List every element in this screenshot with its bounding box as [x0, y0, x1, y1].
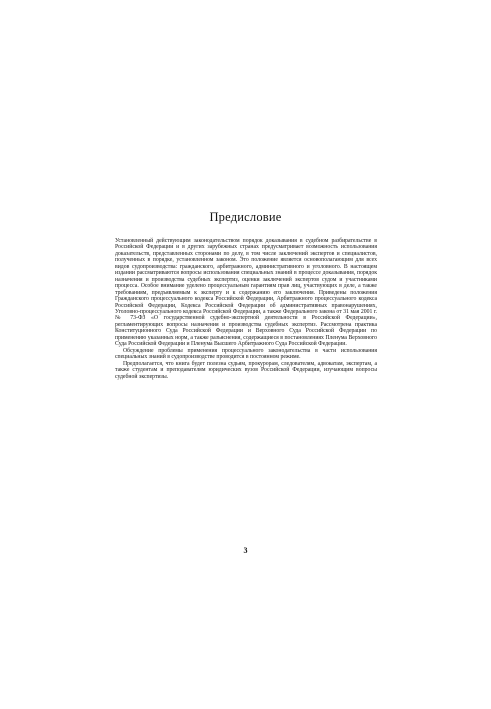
body-text: [115, 238, 377, 380]
paragraph: Предполагается, что книга будет полезна судьям, прокурорам, следователям, адвокатам, экспертам, а также студентам и преподавателям юридических вузов Российской Федерации, изучающим вопросы судебной экспертизы.: [115, 360, 377, 380]
paragraph: Установленный действующим законодательством порядок доказывания в судебном разбирательстве в Российской Федерации и в других зарубежных странах предусматривает возможность использования доказательств, представленных сторонами по делу, в том числе заключений экспертов и специалистов, полученных в порядке, установленном законом. Это положение является основополагающим для всех видов судопроизводства: гражданского, арбитражного, административного и уголовного. В настоящем издании рассматриваются вопросы использования специальных знаний в процессе доказывания, порядок назначения и производства судебных экспертиз, оценки заключений экспертов судом и участниками процесса. Особое внимание уделено процессуальным гарантиям прав лиц, участвующих в деле, а также требованиям, предъявляемым к эксперту и к содержанию его заключения. Приведены положения Гражданского процессуального кодекса Российской Федерации, Арбитражного процессуального кодекса Российской Федерации, Кодекса Российской Федерации об административных правонарушениях, Уголовно-процессуального кодекса Российской Федерации, а также Федерального закона от 31 мая 2001 г. № 73-ФЗ «О государственной судебно-экспертной деятельности в Российской Федерации», регламентирующих вопросы назначения и производства судебных экспертиз. Рассмотрена практика Конституционного Суда Российской Федерации и Верховного Суда Российской Федерации по применению указанных норм, а также разъяснения, содержащиеся в постановлениях Пленума Верховного Суда Российской Федерации и Пленума Высшего Арбитражного Суда Российской Федерации.: [115, 238, 377, 348]
page-number: 3: [243, 546, 248, 555]
paragraph: Обсуждение проблемы применения процессуального законодательства в части использования специальных знаний в судопроизводстве проводится в постоянном режиме.: [115, 347, 377, 361]
page-title: Предисловие: [209, 210, 282, 224]
